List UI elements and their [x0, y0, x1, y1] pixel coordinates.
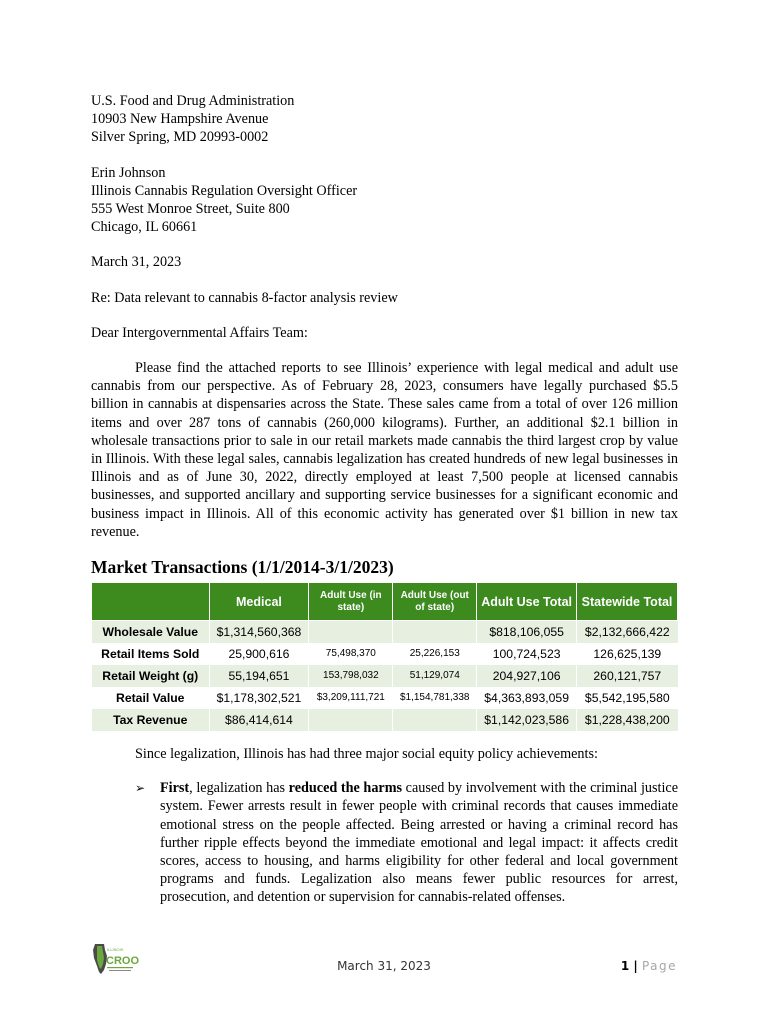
bullet-lead: First	[160, 780, 190, 797]
cell-adult-total: $1,142,023,586	[477, 709, 577, 731]
table-title: Market Transactions (1/1/2014-3/1/2023)	[91, 557, 394, 578]
cell-adult-in-state: 75,498,370	[309, 643, 393, 665]
cell-medical: 25,900,616	[209, 643, 309, 665]
cell-adult-in-state	[309, 709, 393, 731]
header-cell: Statewide Total	[577, 583, 678, 621]
market-transactions-table	[91, 582, 678, 731]
cell-medical: $86,414,614	[209, 709, 309, 731]
cell-statewide-total: $5,542,195,580	[577, 687, 678, 709]
table-row	[92, 709, 678, 731]
header-cell: Adult Use (out of state)	[393, 583, 477, 621]
recipient-address	[91, 92, 678, 147]
bullet-item	[135, 779, 678, 906]
cell-medical: 55,194,651	[209, 665, 309, 687]
recipient-line: Silver Spring, MD 20993-0002	[91, 129, 269, 146]
bullet-emphasis: reduced the harms	[288, 780, 403, 797]
cell-adult-total: 100,724,523	[477, 643, 577, 665]
footer-date: March 31, 2023	[337, 959, 431, 973]
header-cell: Adult Use Total	[477, 583, 577, 621]
logo-small-text: ILLINOIS	[107, 947, 124, 952]
achievements-intro: Since legalization, Illinois has had three major social equity policy achievements:	[135, 746, 598, 763]
letter-date: March 31, 2023	[91, 254, 182, 271]
table-row	[92, 621, 678, 644]
cell-adult-total: $4,363,893,059	[477, 687, 577, 709]
letter-body	[91, 92, 678, 907]
cell-statewide-total: $2,132,666,422	[577, 621, 678, 644]
sender-line: Chicago, IL 60661	[91, 219, 198, 236]
salutation: Dear Intergovernmental Affairs Team:	[91, 324, 308, 341]
sender-line: 555 West Monroe Street, Suite 800	[91, 201, 290, 218]
cell-adult-in-state: $3,209,111,721	[309, 687, 393, 709]
cell-statewide-total: $1,228,438,200	[577, 709, 678, 731]
arrow-bullet-icon: ➢	[135, 781, 146, 796]
page-word: Page	[641, 959, 677, 973]
cell-medical: $1,314,560,368	[209, 621, 309, 644]
cell-adult-out-of-state: $1,154,781,338	[393, 687, 477, 709]
sender-line: Illinois Cannabis Regulation Oversight Officer	[91, 182, 358, 199]
recipient-line: U.S. Food and Drug Administration	[91, 93, 295, 109]
row-label: Retail Value	[92, 687, 210, 709]
page-number	[621, 959, 677, 973]
sender-address	[91, 164, 678, 237]
sender-line: Erin Johnson	[91, 164, 166, 181]
header-cell: Medical	[209, 583, 309, 621]
header-cell	[92, 583, 210, 621]
row-label: Tax Revenue	[92, 709, 210, 731]
subject-line: Re: Data relevant to cannabis 8-factor analysis review	[91, 289, 398, 306]
cell-medical: $1,178,302,521	[209, 687, 309, 709]
row-label: Retail Weight (g)	[92, 665, 210, 687]
recipient-line: 10903 New Hampshire Avenue	[91, 111, 269, 128]
row-label: Wholesale Value	[92, 621, 210, 644]
bullet-text: , legalization has	[189, 780, 289, 797]
intro-paragraph: Please find the attached reports to see Illinois’ experience with legal medical and adult use cannabis from our perspective. As of February 28, 2023, consumers have legally purchased $5.5 billion in cannabis at dispensaries across the State. These sales came from a total of over 126 million items and over 287 tons of cannabis (260,000 kilograms). Further, an additional $2.1 billion in wholesale transactions prior to sale in our retail markets made cannabis the third largest crop by value in Illinois. With these legal sales, cannabis legalization has created hundreds of new legal businesses in Illinois and as of June 30, 2022, directly employed at least 7,500 people at licensed cannabis businesses, and supported ancillary and supporting service businesses for a significant economic and business impact in Illinois. All of this economic activity has generated over $1 billion in new tax revenue.	[91, 360, 678, 540]
cell-adult-out-of-state: 51,129,074	[393, 665, 477, 687]
cell-adult-out-of-state: 25,226,153	[393, 643, 477, 665]
logo-text: CROO	[106, 955, 139, 967]
header-cell: Adult Use (in state)	[309, 583, 393, 621]
page-separator: |	[629, 959, 642, 973]
row-label: Retail Items Sold	[92, 643, 210, 665]
cell-adult-total: 204,927,106	[477, 665, 577, 687]
cell-statewide-total: 260,121,757	[577, 665, 678, 687]
cell-adult-out-of-state	[393, 621, 477, 644]
cell-adult-in-state	[309, 621, 393, 644]
cell-adult-in-state: 153,798,032	[309, 665, 393, 687]
cell-adult-out-of-state	[393, 709, 477, 731]
table-row	[92, 665, 678, 687]
bullet-text: caused by involvement with the criminal justice system. Fewer arrests result in fewer people with criminal records that causes immediate emotional stress on the people affected. Being arrested or having a criminal record has further ripple effects beyond the immediate emotional and legal impact: it affects credit scores, access to housing, and harms eligibility for other federal and local government programs and funds. Legalization also means fewer public resources for arrest, prosecution, and detention or supervision for cannabis-related offenses.	[160, 780, 679, 906]
cell-adult-total: $818,106,055	[477, 621, 577, 644]
page-footer	[0, 956, 768, 980]
page-number-value: 1	[620, 959, 630, 973]
table-row	[92, 687, 678, 709]
cell-statewide-total: 126,625,139	[577, 643, 678, 665]
table-header-row	[92, 583, 678, 621]
table-row	[92, 643, 678, 665]
